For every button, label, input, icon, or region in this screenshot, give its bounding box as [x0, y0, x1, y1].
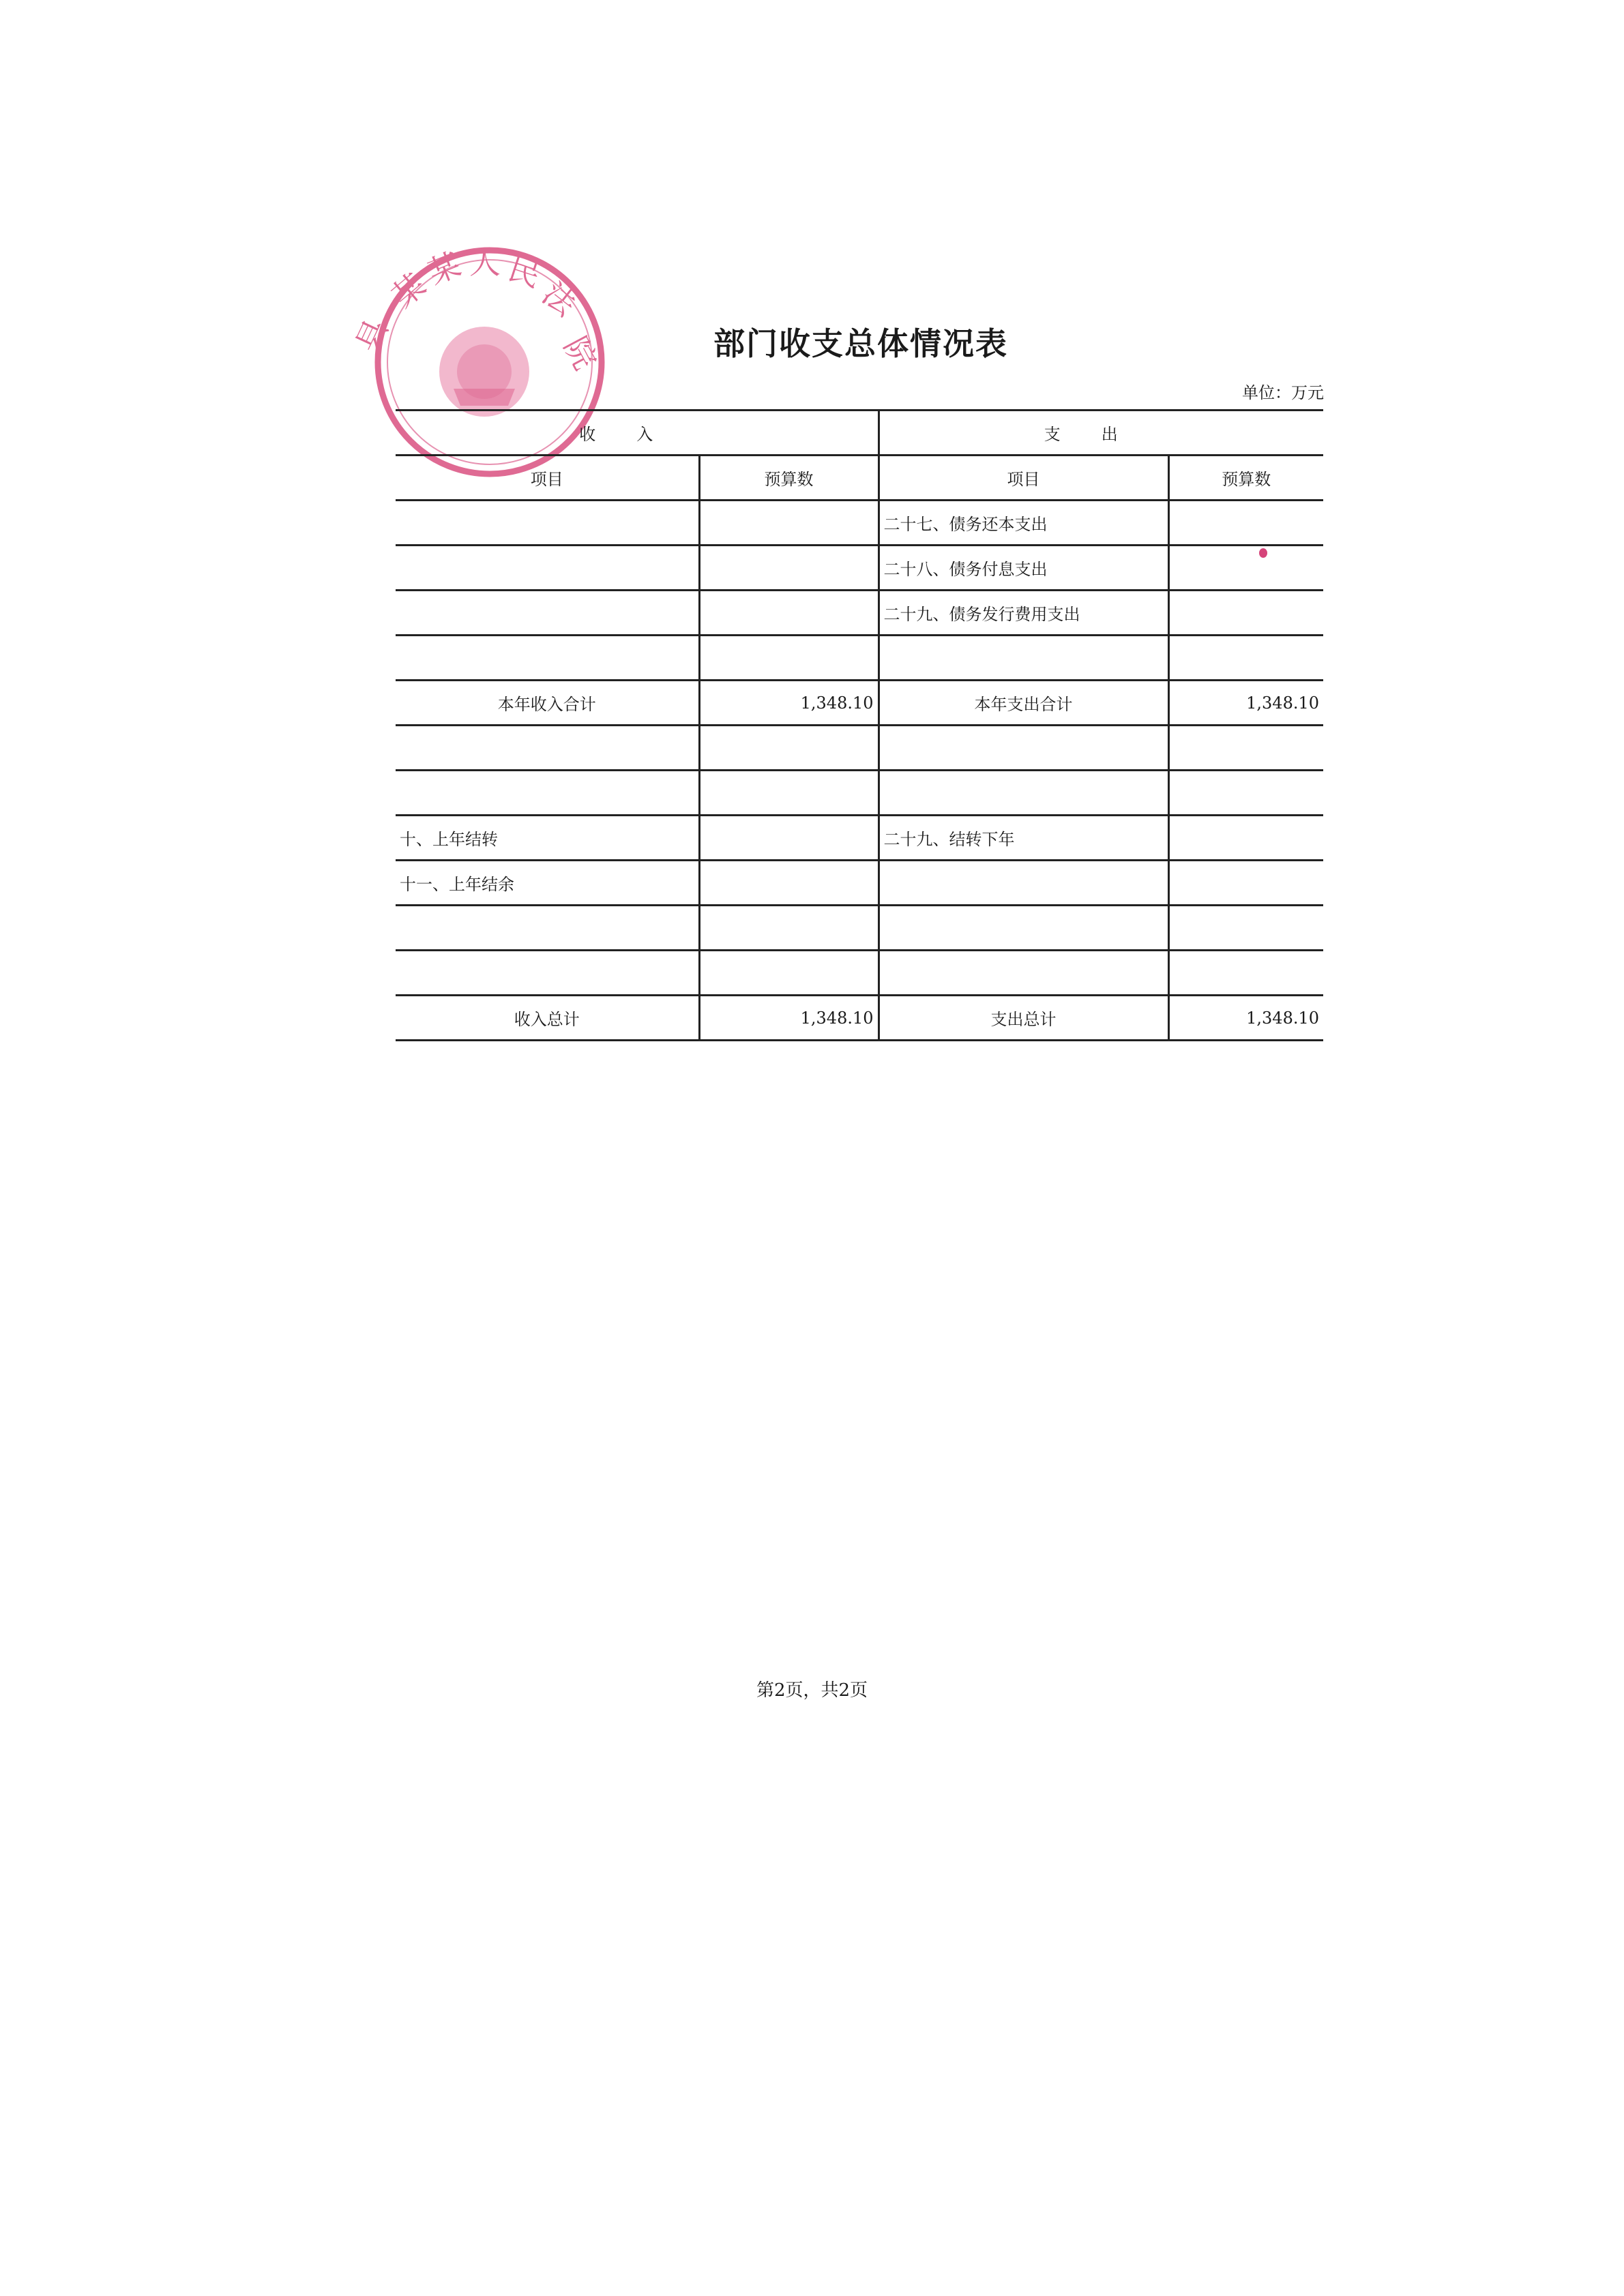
table-row [396, 951, 1323, 996]
expense-item: 二十九、债务发行费用支出 [879, 591, 1168, 636]
page-title: 部门收支总体情况表 [713, 325, 1008, 362]
expense-budget: 1,348.10 [1168, 681, 1323, 726]
income-budget [699, 636, 879, 681]
expense-item [879, 771, 1168, 816]
expense-budget [1168, 771, 1323, 816]
expense-item: 二十九、结转下年 [879, 816, 1168, 861]
expense-budget [1168, 636, 1323, 681]
table-row [396, 996, 1323, 1041]
page-number: 第2页，共2页 [756, 1680, 868, 1701]
unit-label: 单位：万元 [1242, 383, 1324, 402]
svg-text:法: 法 [535, 275, 583, 323]
expense-item [879, 951, 1168, 996]
income-budget [699, 591, 879, 636]
income-budget [699, 501, 879, 546]
svg-text:民: 民 [503, 250, 546, 295]
table-row [396, 501, 1323, 546]
expense-budget [1168, 591, 1323, 636]
income-budget: 1,348.10 [699, 681, 879, 726]
expense-budget [1168, 861, 1323, 906]
expense-budget [1168, 501, 1323, 546]
expense-item-header: 项目 [879, 456, 1168, 501]
income-item [396, 546, 699, 591]
income-budget-header: 预算数 [699, 456, 879, 501]
income-item-header: 项目 [396, 456, 699, 501]
table-row [396, 861, 1323, 906]
table-row [396, 906, 1323, 951]
income-section-header: 收入 [396, 411, 879, 456]
income-item [396, 591, 699, 636]
income-item: 十、上年结转 [396, 816, 699, 861]
expense-item [879, 906, 1168, 951]
expense-budget [1168, 816, 1323, 861]
income-item [396, 771, 699, 816]
income-budget [699, 771, 879, 816]
table-row [396, 816, 1323, 861]
column-header-row [396, 456, 1323, 501]
expense-budget [1168, 726, 1323, 771]
income-budget [699, 861, 879, 906]
table-row [396, 726, 1323, 771]
expense-item: 二十八、债务付息支出 [879, 546, 1168, 591]
income-budget [699, 951, 879, 996]
table-row [396, 771, 1323, 816]
expense-budget [1168, 951, 1323, 996]
expense-budget [1168, 546, 1323, 591]
table-row [396, 546, 1323, 591]
expense-item: 本年支出合计 [879, 681, 1168, 726]
table-row [396, 636, 1323, 681]
ink-mark [1259, 548, 1267, 558]
income-item [396, 726, 699, 771]
table-row [396, 681, 1323, 726]
expense-budget: 1,348.10 [1168, 996, 1323, 1041]
expense-item: 二十七、债务还本支出 [879, 501, 1168, 546]
income-item [396, 636, 699, 681]
income-budget [699, 546, 879, 591]
income-item [396, 906, 699, 951]
svg-text:某: 某 [385, 266, 433, 315]
income-budget [699, 906, 879, 951]
income-budget [699, 816, 879, 861]
income-item: 收入总计 [396, 996, 699, 1041]
expense-budget-header: 预算数 [1168, 456, 1323, 501]
income-budget: 1,348.10 [699, 996, 879, 1041]
section-header-row [396, 411, 1323, 456]
table-row [396, 591, 1323, 636]
income-item: 本年收入合计 [396, 681, 699, 726]
svg-text:人: 人 [469, 244, 501, 281]
expense-item [879, 726, 1168, 771]
income-budget [699, 726, 879, 771]
expense-budget [1168, 906, 1323, 951]
expense-section-header: 支出 [879, 411, 1323, 456]
svg-text:某: 某 [422, 245, 466, 292]
expense-item [879, 636, 1168, 681]
income-item: 十一、上年结余 [396, 861, 699, 906]
svg-text:院: 院 [557, 330, 604, 376]
expense-item [879, 861, 1168, 906]
expense-item: 支出总计 [879, 996, 1168, 1041]
income-item [396, 501, 699, 546]
income-item [396, 951, 699, 996]
budget-table [396, 409, 1323, 1041]
svg-text:县: 县 [349, 314, 396, 358]
